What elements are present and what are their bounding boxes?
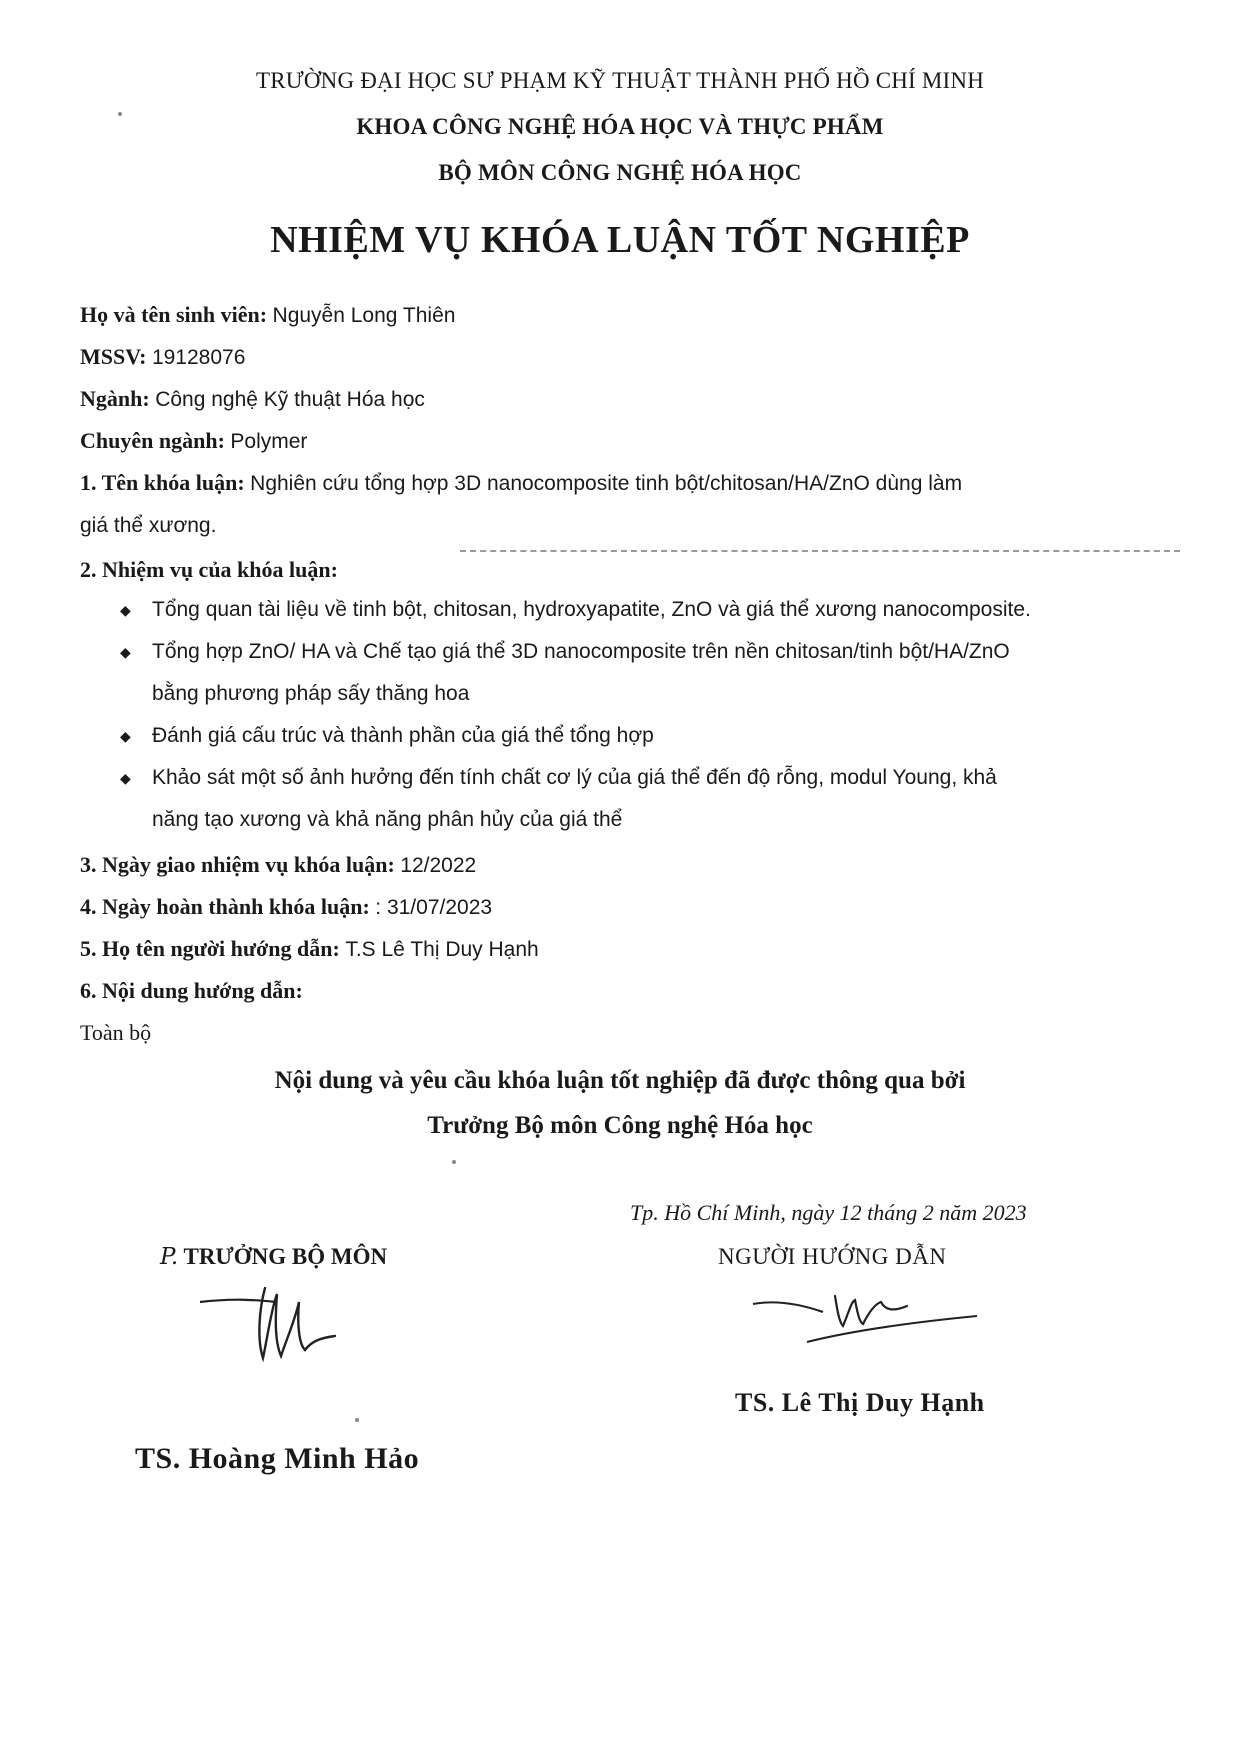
complete-date-label: 4. Ngày hoàn thành khóa luận: bbox=[80, 894, 370, 919]
assign-date-row bbox=[80, 852, 476, 878]
left-signer-prefix: P. bbox=[160, 1244, 179, 1270]
thesis-title-line2: giá thể xương. bbox=[80, 514, 217, 537]
student-id-label: MSSV: bbox=[80, 344, 147, 369]
task-2-line2: bằng phương pháp sấy thăng hoa bbox=[152, 682, 470, 705]
advisor-row bbox=[80, 936, 539, 962]
department-name: BỘ MÔN CÔNG NGHỆ HÓA HỌC bbox=[438, 160, 802, 185]
right-signer-name: TS. Lê Thị Duy Hạnh bbox=[735, 1388, 985, 1417]
guidance-heading: 6. Nội dung hướng dẫn: bbox=[80, 978, 303, 1003]
specialization-value: Polymer bbox=[230, 430, 308, 453]
specialization-label: Chuyên ngành: bbox=[80, 428, 225, 453]
advisor-label: 5. Họ tên người hướng dẫn: bbox=[80, 936, 340, 961]
approval-line1: Nội dung và yêu cầu khóa luận tốt nghiệp đã được thông qua bởi bbox=[274, 1067, 966, 1094]
left-signer-name: TS. Hoàng Minh Hảo bbox=[135, 1442, 420, 1475]
major-label: Ngành: bbox=[80, 386, 150, 411]
scan-speck bbox=[452, 1160, 456, 1164]
bullet-icon: ◆ bbox=[120, 604, 131, 619]
student-id-value: 19128076 bbox=[151, 346, 246, 369]
scan-speck bbox=[118, 112, 122, 116]
thesis-title-line1: Nghiên cứu tổng hợp 3D nanocomposite tinh bột/chitosan/HA/ZnO dùng làm bbox=[250, 472, 963, 495]
specialization-row bbox=[80, 428, 307, 454]
approval-line2: Trưởng Bộ môn Công nghệ Hóa học bbox=[427, 1112, 813, 1139]
right-signer-title: NGƯỜI HƯỚNG DẪN bbox=[718, 1244, 947, 1269]
complete-date-row bbox=[80, 894, 492, 920]
student-name-row bbox=[80, 302, 455, 328]
task-2-line1: Tổng hợp ZnO/ HA và Chế tạo giá thể 3D nanocomposite trên nền chitosan/tinh bột/HA/ZnO bbox=[152, 640, 1010, 663]
student-name-value: Nguyễn Long Thiên bbox=[272, 304, 456, 327]
bullet-icon: ◆ bbox=[120, 646, 131, 661]
task-3: Đánh giá cấu trúc và thành phần của giá thể tổng hợp bbox=[152, 724, 654, 747]
guidance-value: Toàn bộ bbox=[80, 1020, 152, 1045]
assign-date-value: 12/2022 bbox=[400, 854, 477, 877]
student-id-row bbox=[80, 344, 245, 370]
student-name-label: Họ và tên sinh viên: bbox=[80, 302, 268, 327]
major-row bbox=[80, 386, 425, 412]
assign-date-label: 3. Ngày giao nhiệm vụ khóa luận: bbox=[80, 852, 395, 877]
advisor-value: T.S Lê Thị Duy Hạnh bbox=[345, 938, 539, 961]
left-signer-title bbox=[160, 1244, 387, 1270]
major-value: Công nghệ Kỹ thuật Hóa học bbox=[155, 388, 425, 411]
place-date: Tp. Hồ Chí Minh, ngày 12 tháng 2 năm 2023 bbox=[630, 1200, 1027, 1225]
left-signer-title-text: TRƯỞNG BỘ MÔN bbox=[183, 1244, 388, 1269]
scan-speck bbox=[355, 1418, 359, 1422]
university-name: TRƯỜNG ĐẠI HỌC SƯ PHẠM KỸ THUẬT THÀNH PHỐ HỒ CHÍ MINH bbox=[255, 68, 984, 93]
task-1: Tổng quan tài liệu về tinh bột, chitosan, hydroxyapatite, ZnO và giá thể xương nanocomposite. bbox=[152, 598, 1031, 621]
task-4-line1: Khảo sát một số ảnh hưởng đến tính chất cơ lý của giá thể đến độ rỗng, modul Young, khả bbox=[152, 766, 997, 789]
right-signature-icon bbox=[745, 1282, 985, 1362]
bullet-icon: ◆ bbox=[120, 772, 131, 787]
thesis-title-row bbox=[80, 470, 962, 496]
task-4-line2: năng tạo xương và khả năng phân hủy của giá thể bbox=[152, 808, 623, 831]
thesis-title-label: 1. Tên khóa luận: bbox=[80, 470, 245, 495]
complete-date-value: : 31/07/2023 bbox=[375, 896, 493, 919]
left-signature-icon bbox=[195, 1280, 395, 1380]
bullet-icon: ◆ bbox=[120, 730, 131, 745]
document-title: NHIỆM VỤ KHÓA LUẬN TỐT NGHIỆP bbox=[270, 219, 970, 261]
faculty-name: KHOA CÔNG NGHỆ HÓA HỌC VÀ THỰC PHẨM bbox=[356, 114, 884, 139]
dashed-divider bbox=[460, 550, 1180, 552]
tasks-heading: 2. Nhiệm vụ của khóa luận: bbox=[80, 557, 338, 582]
